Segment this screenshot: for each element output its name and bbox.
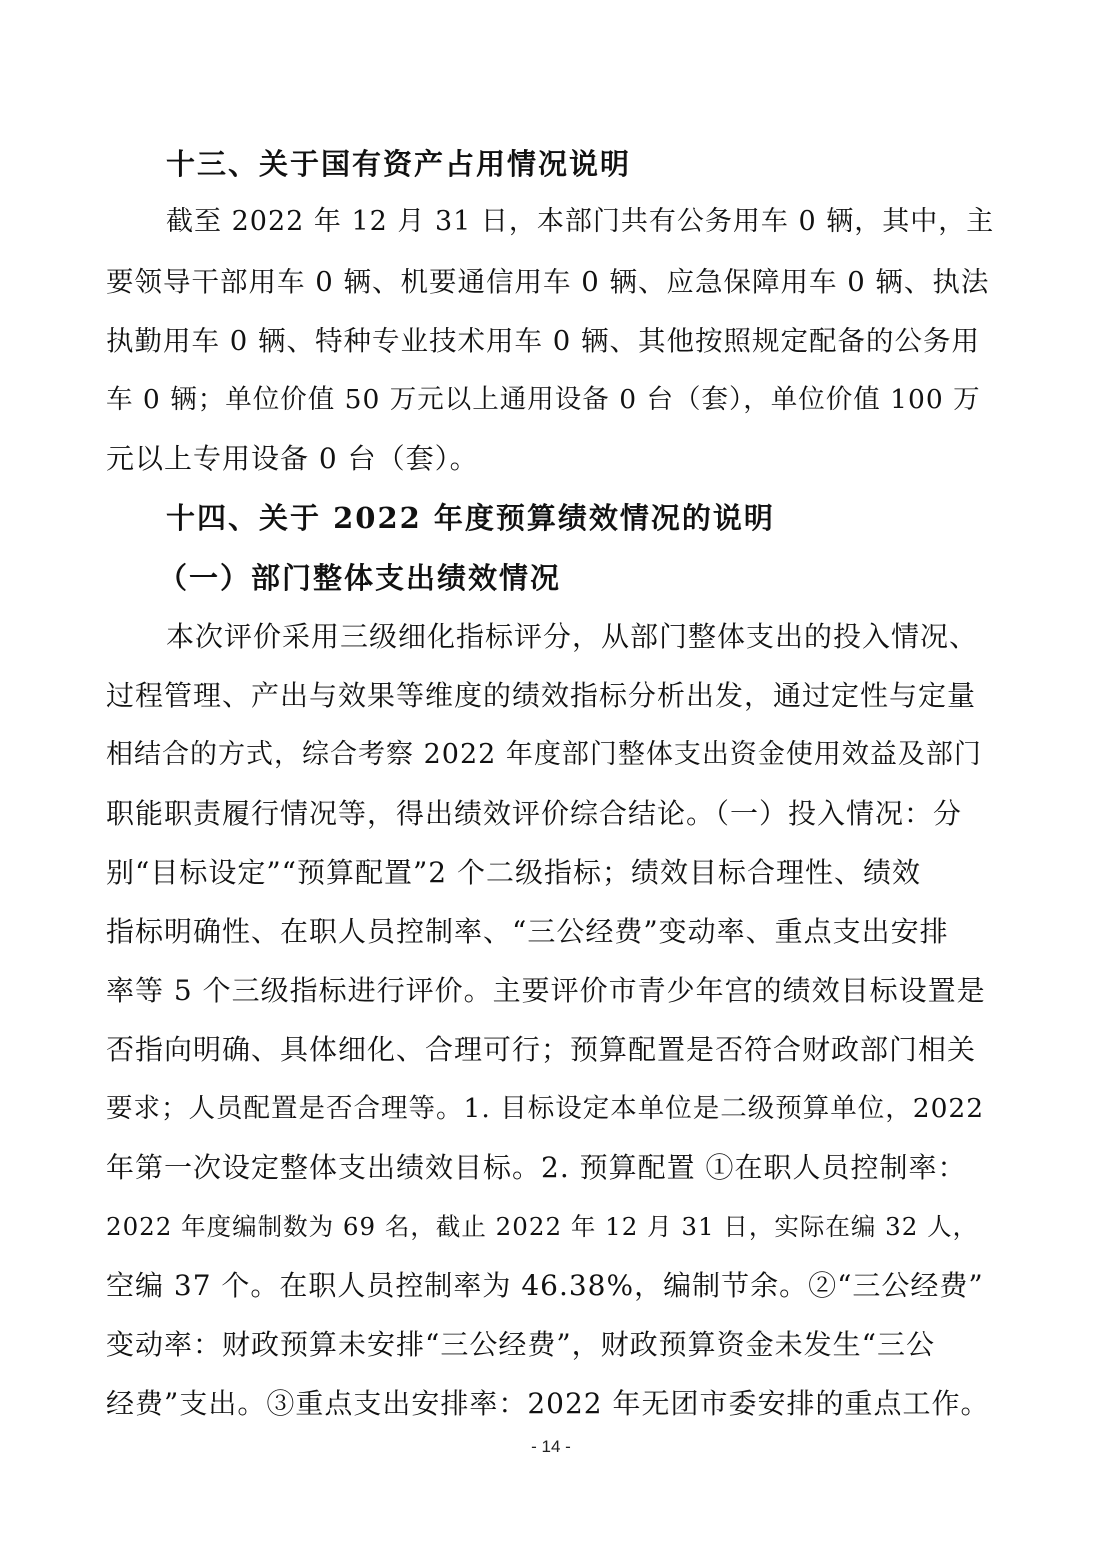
paragraph-line: 相结合的方式，综合考察 2022 年度部门整体支出资金使用效益及部门 (106, 739, 982, 770)
paragraph-line: 车 0 辆；单位价值 50 万元以上通用设备 0 台（套），单位价值 100 万 (106, 384, 981, 415)
paragraph-line: 要领导干部用车 0 辆、机要通信用车 0 辆、应急保障用车 0 辆、执法 (106, 266, 990, 298)
paragraph-line: 否指向明确、具体细化、合理可行；预算配置是否符合财政部门相关 (106, 1033, 977, 1066)
paragraph-line: 过程管理、产出与效果等维度的绩效指标分析出发，通过定性与定量 (106, 679, 977, 712)
paragraph-line: 本次评价采用三级细化指标评分，从部门整体支出的投入情况、 (166, 620, 979, 653)
section-13-heading: 十三、关于国有资产占用情况说明 (166, 147, 632, 181)
paragraph-line: 2022 年度编制数为 69 名，截止 2022 年 12 月 31 日，实际在编 32 人， (106, 1212, 979, 1241)
paragraph-line: 经费”支出。③重点支出安排率：2022 年无团市委安排的重点工作。 (106, 1387, 990, 1420)
paragraph-line: 别“目标设定”“预算配置”2 个二级指标；绩效目标合理性、绩效 (106, 856, 921, 889)
paragraph-line: 职能职责履行情况等，得出绩效评价综合结论。（一）投入情况：分 (106, 797, 963, 830)
paragraph-line: 变动率：财政预算未安排“三公经费”，财政预算资金未发生“三公 (106, 1328, 935, 1361)
paragraph-line: 执勤用车 0 辆、特种专业技术用车 0 辆、其他按照规定配备的公务用 (106, 325, 980, 357)
paragraph-line: 率等 5 个三级指标进行评价。主要评价市青少年宫的绩效目标设置是 (106, 974, 986, 1007)
section-14-heading: 十四、关于 2022 年度预算绩效情况的说明 (166, 501, 775, 535)
paragraph-line: 指标明确性、在职人员控制率、“三公经费”变动率、重点支出安排 (106, 915, 949, 948)
paragraph-line: 截至 2022 年 12 月 31 日，本部门共有公务用车 0 辆，其中，主 (166, 206, 995, 237)
paragraph-line: 元以上专用设备 0 台（套）。 (106, 442, 479, 475)
paragraph-line: 空编 37 个。在职人员控制率为 46.38%，编制节余。②“三公经费” (106, 1269, 984, 1302)
page-number: - 14 - (531, 1437, 571, 1456)
section-14-subheading: （一）部门整体支出绩效情况 (158, 561, 562, 595)
paragraph-line: 要求；人员配置是否合理等。1. 目标设定本单位是二级预算单位，2022 (106, 1093, 985, 1124)
paragraph-line: 年第一次设定整体支出绩效目标。2. 预算配置 ①在职人员控制率： (106, 1151, 967, 1184)
